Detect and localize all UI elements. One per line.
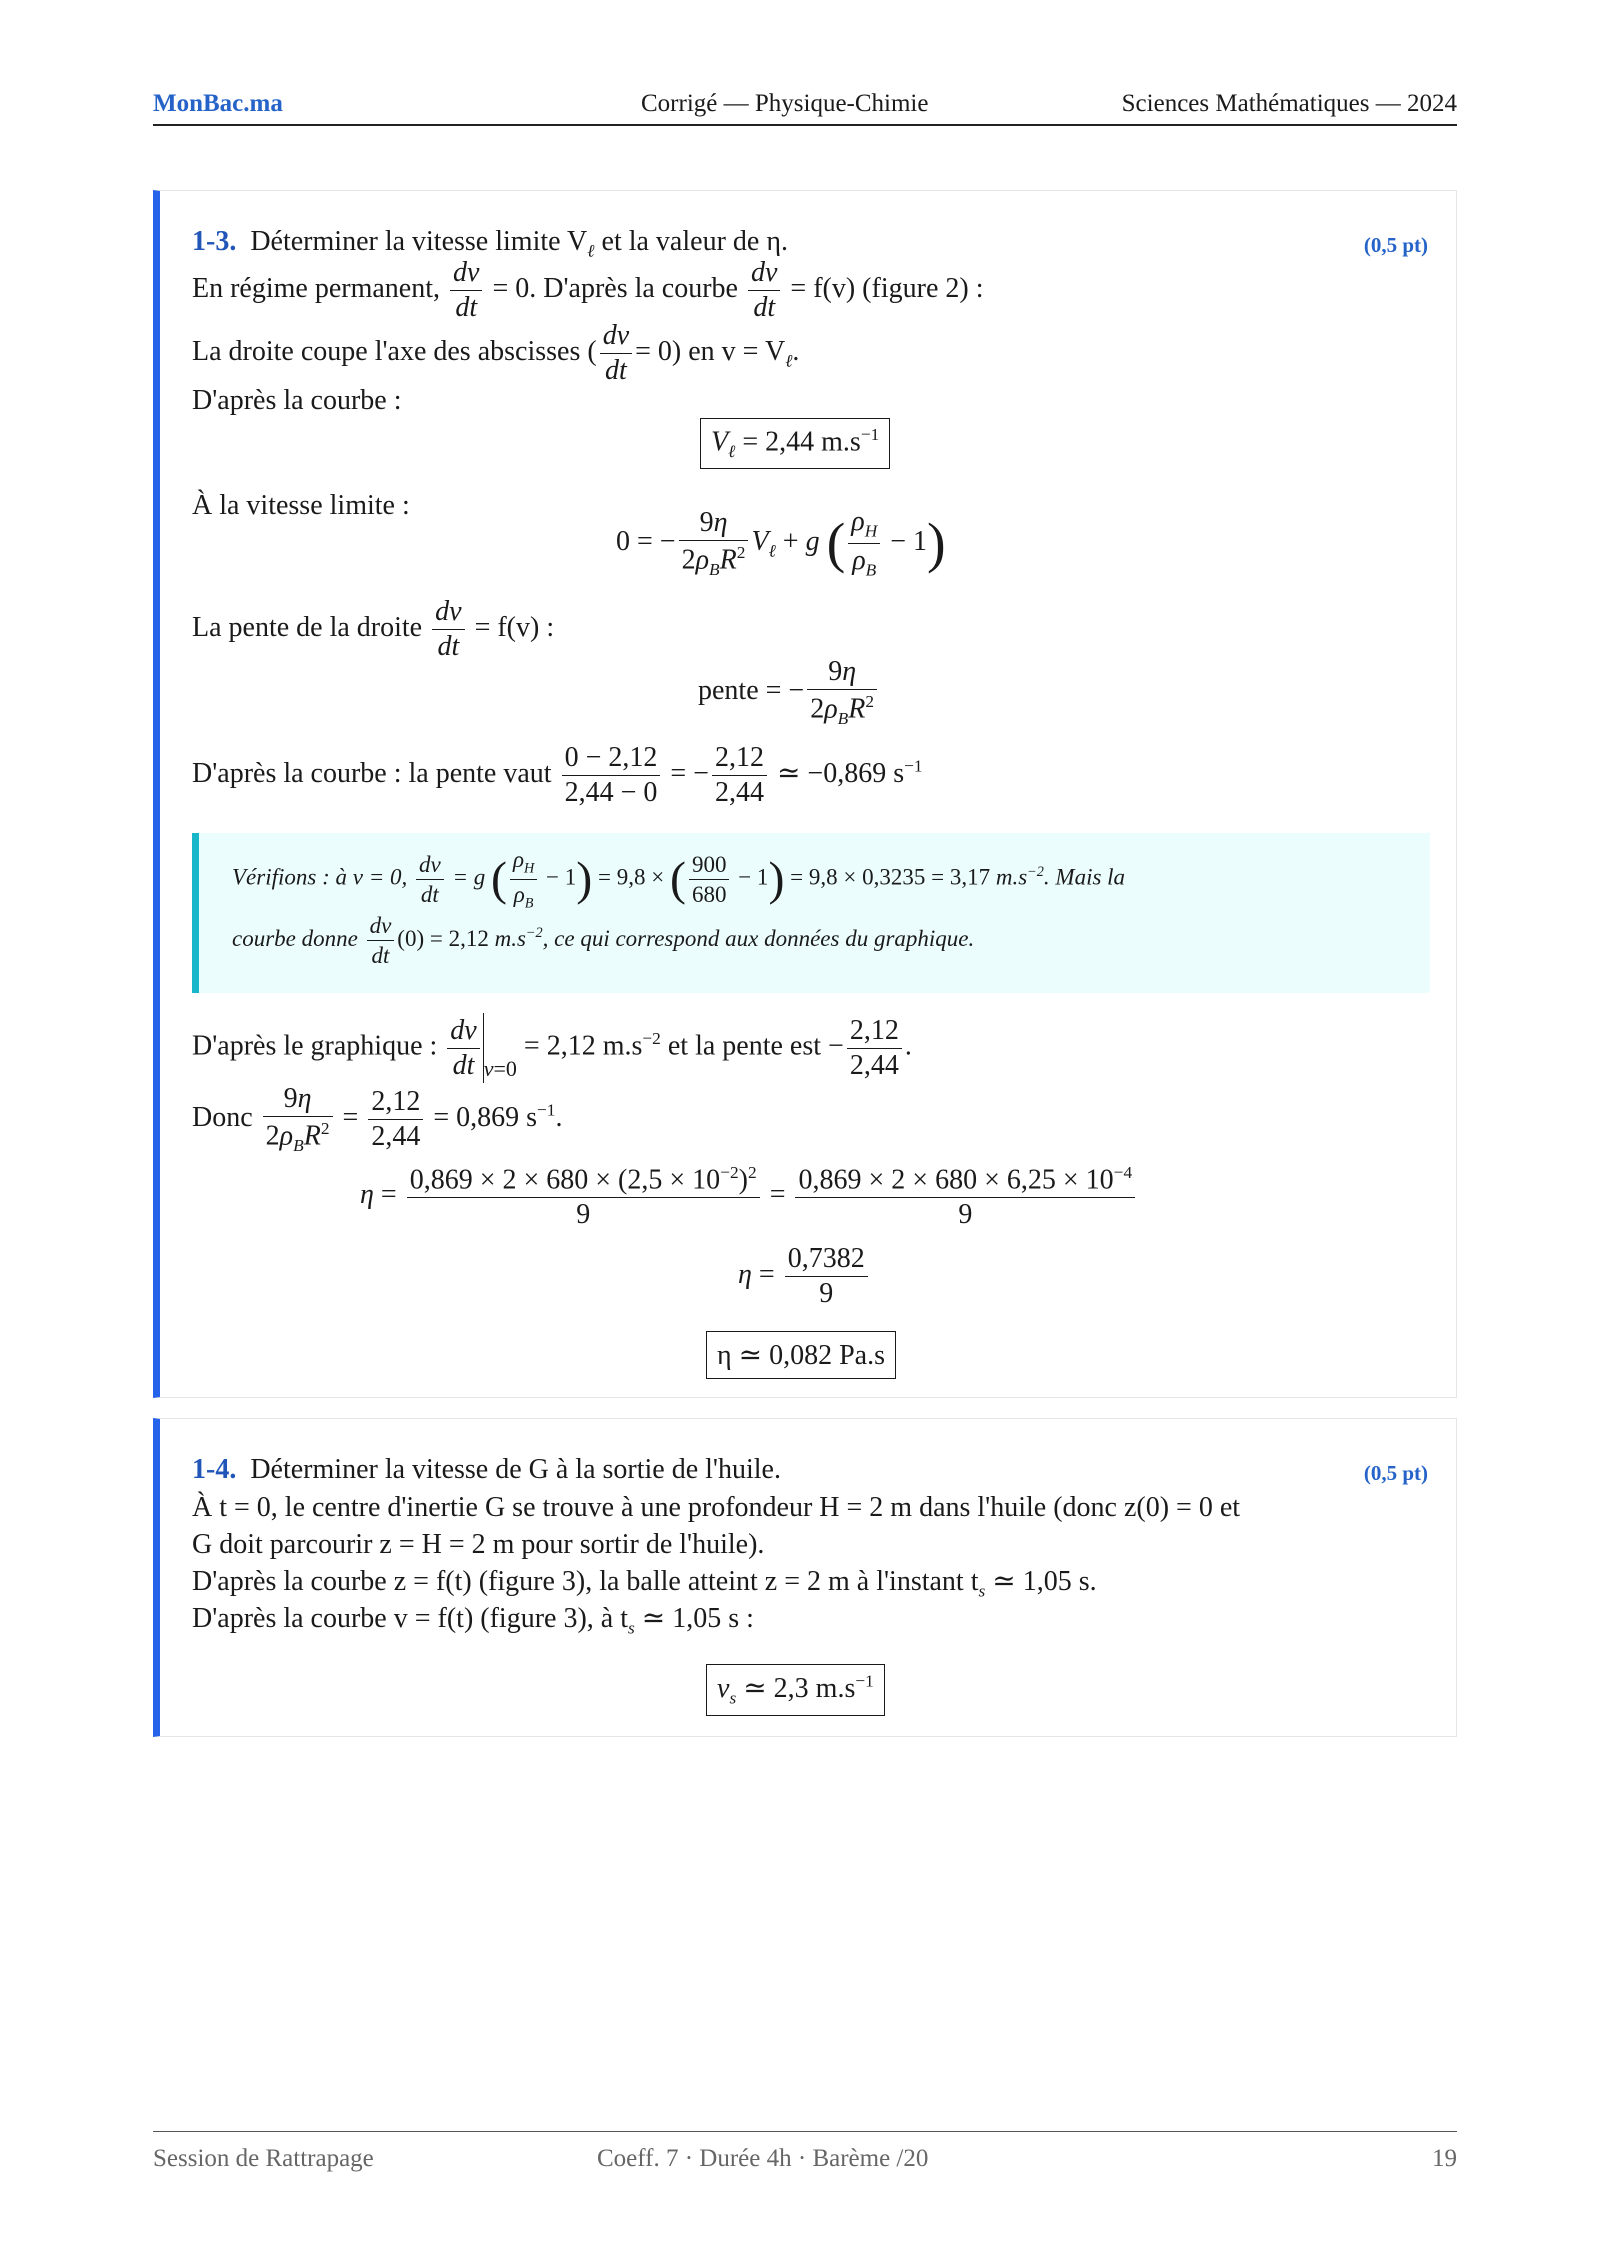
points-badge: (0,5 pt) [1363,233,1428,257]
line-vitesse-limite: À la vitesse limite : [192,490,410,521]
footer-info: Coeff. 7 · Durée 4h · Barème /20 [597,2145,929,2172]
equation-equilibre: 0 = − $\frac{9\eta}{2\rho_BR^2}$ $V_\ell + g$ ( $\frac{\rho_H}{\rho_B}$ − 1) [616,506,946,580]
line-droite: La droite coupe l'axe des abscisses ( $\frac{dv}{dt}$ = 0) en $v = V_\ell$. [192,320,800,386]
line-donc: Donc $\frac{9\eta}{2\rho_BR^2}$ = $\frac{2,12}{2,44}$ = 0,869 $s^{-1}$. [192,1083,563,1155]
line-graphique: D'après le graphique : $\frac{dv}{dt}$ $_{v=0}$ = 2,12 $m.s^{-2}$ et la pente est − $\frac{2,12}{2,44}$ . [192,1014,912,1082]
question-text: Déterminer la vitesse limite V [250,226,588,257]
line-courbe-z: D'après la courbe z = f(t) (figure 3), la balle atteint z = 2 m à l'instant $t_s$ ≃ 1,05 s. [192,1566,1097,1601]
header-subject: Corrigé — Physique-Chimie [641,90,929,117]
brand-logo[interactable]: MonBac.ma [153,90,283,117]
page-number: 19 [1432,2145,1457,2172]
line-apres-courbe: D'après la courbe : [192,385,402,416]
equation-pente: pente = − $\frac{9\eta}{2\rho_BR^2}$ [698,658,880,727]
equation-eta-result: η = $\frac{0,7382}{9}$ [738,1245,871,1308]
question-title-1-4 [192,1456,781,1484]
fraction-dvdt: $\frac{dv}{dt}$ [748,259,780,322]
question-text: Déterminer la vitesse de G à la sortie de l'huile. [250,1454,781,1485]
line-regime: En régime permanent, $\frac{dv}{dt}$ = 0. D'après la courbe $\frac{dv}{dt}$ = f(v) (figure 2) : [192,257,984,323]
line-courbe-v: D'après la courbe v = f(t) (figure 3), à $t_s$ ≃ 1,05 s : [192,1603,754,1638]
question-number: 1-4. [192,1454,237,1485]
result-eta: η ≃ 0,082 Pa.s [706,1331,896,1379]
header-series: Sciences Mathématiques — 2024 [1121,90,1457,117]
question-text-end: et la valeur de η. [601,226,788,257]
points-badge: (0,5 pt) [1363,1461,1428,1485]
result-vs: $v_s$ ≃ 2,3 $m.s^{-1}$ [706,1664,885,1716]
result-vl: $V_\ell = 2,44$ $m.s^{-1}$ [700,418,890,469]
line-parcourir: G doit parcourir z = H = 2 m pour sortir de l'huile). [192,1529,765,1560]
line-t0: À t = 0, le centre d'inertie G se trouve à une profondeur H = 2 m dans l'huile (donc z(0) = 0 et [192,1492,1241,1523]
verification-line-1: Vérifions : à v = 0, $\frac{dv}{dt}$ = g ( $\frac{\rho_H}{\rho_B}$ − 1) = 9,8 × ( $\frac{900}{680}$ − 1) = 9,8 × 0,3235 = 3,17 $m.s^{-2}$. Mais la [232,847,1126,912]
page-footer [153,2131,1457,2192]
question-title-1-3: 1-3. Déterminer la vitesse limite $V_\ell$ et la valeur de η. [192,226,788,261]
footer-session: Session de Rattrapage [153,2145,374,2172]
page-header [153,90,1457,126]
line-pente-valeur: D'après la courbe : la pente vaut $\frac{0 - 2,12}{2,44 - 0}$ = − $\frac{2,12}{2,44}$ ≃ −0,869 $s^{-1}$ [192,742,923,808]
equation-eta-calc: η = $\frac{0,869 \times 2 \times 680 \times (2,5 \times 10^{-2})^2}{9}$ = $\frac{0,869 \times 2 \times 680 \times 6,25 \times 10^{-4}}{9}$ [360,1164,1138,1229]
fraction-dvdt: $\frac{dv}{dt}$ [450,259,482,322]
verification-line-2: courbe donne $\frac{dv}{dt}$ (0) = 2,12 $m.s^{-2}$, ce qui correspond aux données du graphique. [232,913,975,968]
line-pente-droite: La pente de la droite $\frac{dv}{dt}$ = f(v) : [192,596,555,662]
question-number: 1-3. [192,226,237,257]
